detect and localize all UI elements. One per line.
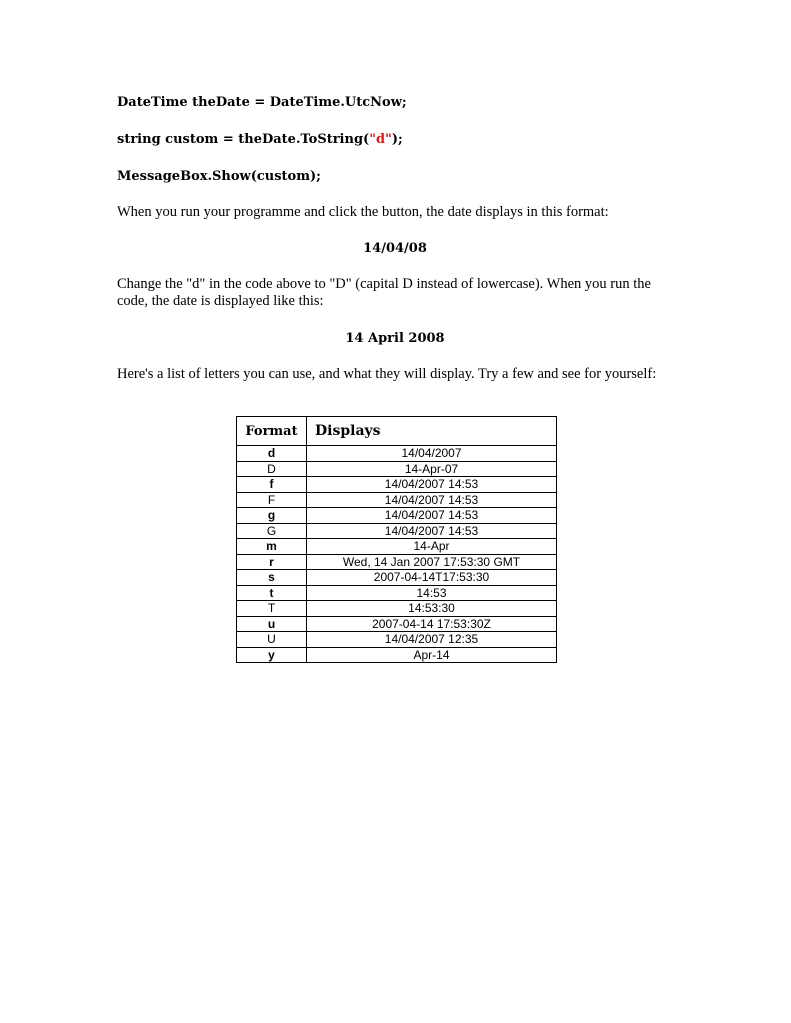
format-code-cell: y	[237, 647, 307, 663]
code-string-literal: "d"	[369, 132, 392, 147]
format-display-cell: 14:53	[307, 585, 557, 601]
table-row	[237, 461, 557, 477]
format-display-cell: Apr-14	[307, 647, 557, 663]
table-row	[237, 554, 557, 570]
format-table	[236, 416, 557, 663]
format-code-cell: m	[237, 539, 307, 555]
format-display-cell: 14-Apr	[307, 539, 557, 555]
format-display-cell: 14:53:30	[307, 601, 557, 617]
format-code-cell: U	[237, 632, 307, 648]
document-page	[117, 92, 677, 383]
table-row	[237, 647, 557, 663]
format-code-cell: D	[237, 461, 307, 477]
table-row	[237, 477, 557, 493]
format-display-cell: 14-Apr-07	[307, 461, 557, 477]
header-format: Format	[237, 417, 307, 446]
table-row	[237, 585, 557, 601]
format-code-cell: d	[237, 446, 307, 462]
code-line-datetime: DateTime theDate = DateTime.UtcNow;	[117, 95, 407, 110]
code-line-messagebox: MessageBox.Show(custom);	[117, 169, 321, 184]
table-row	[237, 570, 557, 586]
format-table-header-row	[237, 417, 557, 446]
paragraph-change-format: Change the "d" in the code above to "D" (capital D instead of lowercase). When you run the code, the date is displayed like this:	[117, 276, 651, 309]
format-code-cell: s	[237, 570, 307, 586]
example-date-long: 14 April 2008	[345, 331, 445, 346]
format-display-cell: 14/04/2007 14:53	[307, 523, 557, 539]
format-code-cell: f	[237, 477, 307, 493]
paragraph-run-programme: When you run your programme and click the button, the date displays in this format:	[117, 204, 609, 220]
format-code-cell: T	[237, 601, 307, 617]
table-row	[237, 492, 557, 508]
format-display-cell: 14/04/2007 14:53	[307, 477, 557, 493]
table-row	[237, 446, 557, 462]
table-row	[237, 523, 557, 539]
format-display-cell: 2007-04-14 17:53:30Z	[307, 616, 557, 632]
code-line-tostring	[117, 131, 677, 148]
format-code-cell: t	[237, 585, 307, 601]
format-code-cell: g	[237, 508, 307, 524]
format-display-cell: 14/04/2007 14:53	[307, 508, 557, 524]
format-display-cell: 14/04/2007 14:53	[307, 492, 557, 508]
format-display-cell: Wed, 14 Jan 2007 17:53:30 GMT	[307, 554, 557, 570]
format-display-cell: 14/04/2007	[307, 446, 557, 462]
format-code-cell: r	[237, 554, 307, 570]
table-row	[237, 601, 557, 617]
header-displays: Displays	[307, 417, 557, 446]
format-table-body	[237, 446, 557, 663]
format-code-cell: F	[237, 492, 307, 508]
code-tostring-prefix: string custom = theDate.ToString(	[117, 132, 370, 147]
format-display-cell: 14/04/2007 12:35	[307, 632, 557, 648]
table-row	[237, 508, 557, 524]
table-row	[237, 616, 557, 632]
table-row	[237, 539, 557, 555]
format-display-cell: 2007-04-14T17:53:30	[307, 570, 557, 586]
format-code-cell: G	[237, 523, 307, 539]
format-code-cell: u	[237, 616, 307, 632]
example-date-short: 14/04/08	[363, 241, 427, 256]
paragraph-letter-list: Here's a list of letters you can use, and what they will display. Try a few and see for yourself:	[117, 366, 657, 382]
code-tostring-suffix: );	[391, 132, 403, 147]
table-row	[237, 632, 557, 648]
